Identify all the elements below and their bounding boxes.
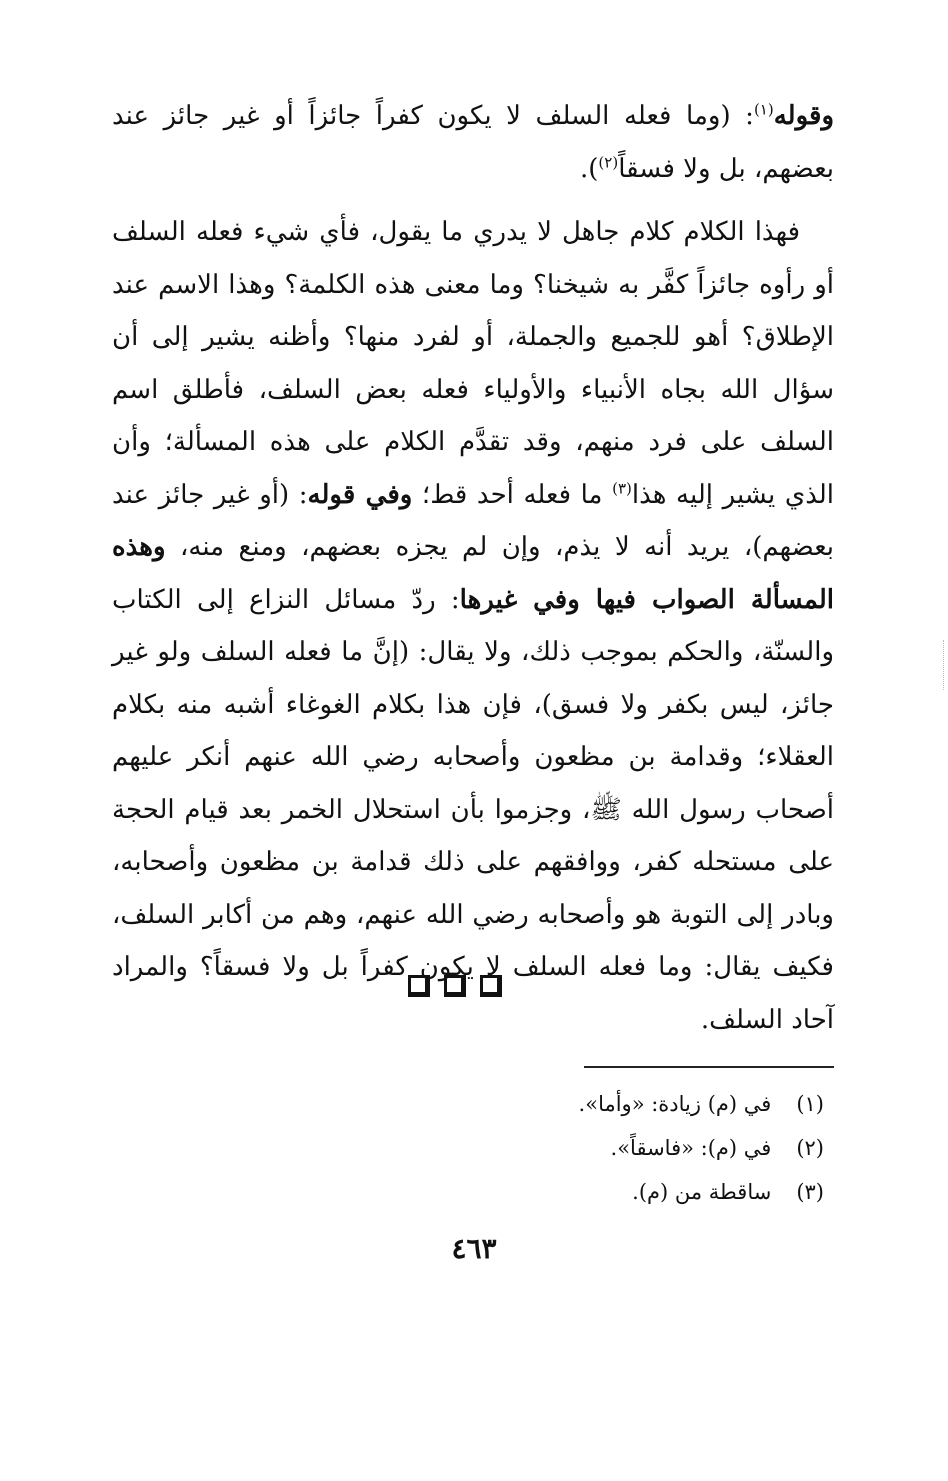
paragraph-2-part-3: : (أو غير جائز عند بعضهم)، يريد أنه لا يذم، وإن لم يجزه بعضهم، ومنع منه،	[112, 479, 834, 562]
page-number: ٤٦٣	[451, 1232, 497, 1265]
section-divider-ornament	[408, 975, 528, 1003]
footnote-text: في (م) زيادة: «وأما».	[578, 1092, 772, 1116]
paragraph-2-body	[112, 206, 834, 1046]
footnote-1	[400, 1082, 824, 1126]
square-ornament-icon	[480, 975, 502, 997]
footnote-number: (٢)	[796, 1136, 824, 1160]
paragraph-1-tail: ).	[579, 153, 599, 184]
paragraph-2-bold-2: وهذه المسألة الصواب فيها وفي غيرها	[112, 532, 834, 615]
paragraph-2-part-1: فهذا الكلام كلام جاهل لا يدري ما يقول، فأي شيء فعله السلف أو رأوه جائزاً كفَّر به شيخنا؟ وما معنى هذه الكلمة؟ وهذا الاسم عند الإطلاق؟ أهو للجميع والجملة، أو لفرد منها؟ وأظنه يشير إلى أن سؤال الله بجاه الأنبياء والأولياء فعله بعض السلف، فأطلق اسم السلف على فرد منهم، وقد تقدَّم الكلام على هذه المسألة؛ وأن الذي يشير إليه هذا	[112, 217, 834, 510]
footnote-ref-3: (٣)	[612, 478, 632, 497]
paragraph-2-part-2: ما فعله أحد قط؛	[412, 479, 613, 510]
footnote-ref-1: (١)	[753, 100, 774, 119]
footnote-separator	[584, 1066, 834, 1068]
footnotes	[400, 1082, 824, 1214]
paragraph-2	[112, 206, 834, 1046]
footnote-text: في (م): «فاسقاً».	[610, 1136, 772, 1160]
paragraph-1	[112, 90, 834, 195]
paragraph-2-bold-1: وفي قوله	[307, 479, 413, 510]
paragraph-1-text: : (وما فعله السلف لا يكون كفراً جائزاً أو غير جائز عند بعضهم، بل ولا فسقاً	[112, 101, 834, 184]
square-ornament-icon	[408, 975, 430, 997]
paragraph-2-part-4: : ردّ مسائل النزاع إلى الكتاب والسنّة، والحكم بموجب ذلك، ولا يقال: (إنَّ ما فعله السلف ولو غير جائز، ليس بكفر ولا فسق)، فإن هذا بكلام الغوغاء أشبه منه بكلام العقلاء؛ وقدامة بن مظعون وأصحابه رضي الله عنهم أنكر عليهم أصحاب رسول الله ﷺ، وجزموا بأن استحلال الخمر بعد قيام الحجة على مستحله كفر، ووافقهم على ذلك قدامة بن مظعون وأصحابه، وبادر إلى التوبة هو وأصحابه رضي الله عنهم، وهم من أكابر السلف، فكيف يقال: وما فعله السلف لا يكون كفراً بل ولا فسقاً؟ والمراد آحاد السلف.	[112, 584, 834, 1035]
footnote-number: (١)	[796, 1092, 824, 1116]
square-ornament-icon	[444, 975, 466, 997]
footnote-3	[400, 1170, 824, 1214]
scan-edge-mark	[941, 640, 944, 690]
footnote-number: (٣)	[796, 1180, 824, 1204]
footnote-text: ساقطة من (م).	[632, 1180, 772, 1204]
footnote-ref-2: (٢)	[598, 152, 619, 171]
paragraph-1-lead: وقوله	[773, 101, 834, 131]
footnote-2	[400, 1126, 824, 1170]
